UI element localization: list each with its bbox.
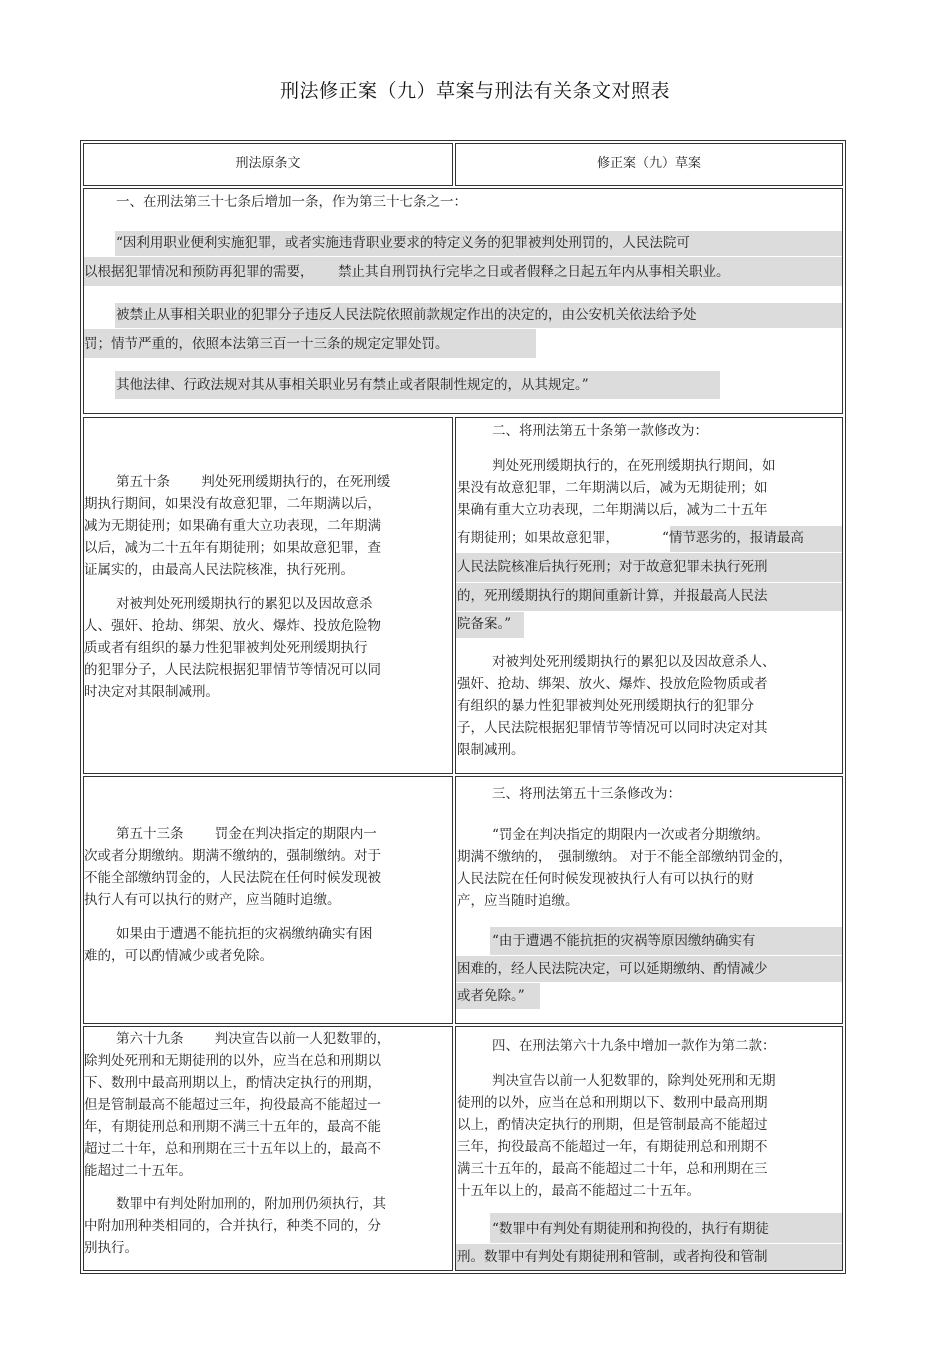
row-3-amendment-line: 产，应当随时追缴。 xyxy=(457,893,579,909)
row-4-amendment-line: 刑。数罪中有判处有期徒刑和管制，或者拘役和管制 xyxy=(457,1249,768,1265)
row-2-amendment-line: 强奸、抢劫、绑架、放火、爆炸、投放危险物质或者 xyxy=(457,676,768,692)
row-1-intro: 一、在刑法第三十七条后增加一条，作为第三十七条之一： xyxy=(116,194,467,210)
header-amendment-label: 修正案（九）草案 xyxy=(596,156,701,171)
row-2-amendment-line: 判处死刑缓期执行的，在死刑缓期执行期间，如 xyxy=(492,458,776,474)
row-2-original-line: 质或者有组织的暴力性犯罪被判处死刑缓期执行 xyxy=(84,640,368,656)
row-4-original-line: 除判处死刑和无期徒刑的以外，应当在总和刑期以 xyxy=(84,1053,381,1069)
row-3-original-line: 第五十三条 罚金在判决指定的期限内一 xyxy=(116,826,377,842)
row-3-amendment-line: “罚金在判决指定的期限内一次或者分期缴纳。 xyxy=(492,827,769,843)
row-4-original-line: 别执行。 xyxy=(84,1240,138,1256)
row-3-original-line: 如果由于遭遇不能抗拒的灾祸缴纳确实有困 xyxy=(116,926,373,942)
row-4-original-line: 数罪中有判处附加刑的，附加刑仍须执行，其 xyxy=(116,1196,386,1212)
row-3-original-line: 次或者分期缴纳。期满不缴纳的，强制缴纳。对于 xyxy=(84,848,381,864)
row-2-amendment-line: 果没有故意犯罪，二年期满以后，减为无期徒刑；如 xyxy=(457,480,768,496)
document-title: 刑法修正案（九）草案与刑法有关条文对照表 xyxy=(279,80,670,102)
row-2-amendment-line: 的，死刑缓期执行的期间重新计算，并报最高人民法 xyxy=(457,588,768,604)
header-cell-original xyxy=(83,143,453,186)
header-original-label: 刑法原条文 xyxy=(235,156,301,171)
row-2-amendment-line: 子，人民法院根据犯罪情节等情况可以同时决定对其 xyxy=(457,720,768,736)
row-4-original-line: 但是管制最高不能超过三年，拘役最高不能超过一 xyxy=(84,1097,381,1113)
row-3-original-line: 不能全部缴纳罚金的，人民法院在任何时候发现被 xyxy=(84,870,381,886)
row-2-amendment-line: 对被判处死刑缓期执行的累犯以及因故意杀人、 xyxy=(492,654,776,670)
row-2-original-line: 人、强奸、抢劫、绑架、放火、爆炸、投放危险物 xyxy=(84,618,381,634)
row-2-amendment-line: “情节恶劣的，报请最高 xyxy=(662,530,804,546)
row-2-original-line: 的犯罪分子，人民法院根据犯罪情节等情况可以同 xyxy=(84,662,381,678)
row-2-original-line: 第五十条 判处死刑缓期执行的，在死刑缓 xyxy=(116,474,391,490)
row-2-original-line: 对被判处死刑缓期执行的累犯以及因故意杀 xyxy=(116,596,373,612)
row-4-amendment-line: 判决宣告以前一人犯数罪的，除判处死刑和无期 xyxy=(492,1073,776,1089)
row-4-amendment-line: 三年，拘役最高不能超过一年，有期徒刑总和刑期不 xyxy=(457,1139,768,1155)
row-2-amendment-line: 院备案。” xyxy=(457,616,512,632)
row-2-original-line: 证属实的，由最高人民法院核准，执行死刑。 xyxy=(84,562,354,578)
row-4-original-line: 超过二十年，总和刑期在三十五年以上的，最高不 xyxy=(84,1141,381,1157)
row-4-original-line: 年，有期徒刑总和刑期不满三十五年的，最高不能 xyxy=(84,1119,381,1135)
row-2-amendment-line: 限制减刑。 xyxy=(457,742,525,758)
row-3-amendment-line: 三、将刑法第五十三条修改为： xyxy=(492,786,681,802)
row-3-original-line: 执行人有可以执行的财产，应当随时追缴。 xyxy=(84,892,341,908)
row-4-amendment-line: 以上，酌情决定执行的刑期，但是管制最高不能超过 xyxy=(457,1117,768,1133)
row-1-line: 被禁止从事相关职业的犯罪分子违反人民法院依照前款规定作出的决定的，由公安机关依法给予处 xyxy=(116,307,697,323)
row-3-amendment-line: 或者免除。” xyxy=(457,988,525,1004)
row-2-original-line: 时决定对其限制减刑。 xyxy=(84,684,219,700)
row-2-original-line: 期执行期间，如果没有故意犯罪，二年期满以后， xyxy=(84,496,381,512)
row-3-amendment-line: “由于遭遇不能抗拒的灾祸等原因缴纳确实有 xyxy=(492,933,756,949)
row-1-line: 以根据犯罪情况和预防再犯罪的需要， 禁止其自刑罚执行完毕之日或者假释之日起五年内从事相关职业。 xyxy=(84,264,730,280)
row-4-amendment-line: 四、在刑法第六十九条中增加一款作为第二款： xyxy=(492,1038,776,1054)
row-2-amendment-line: 人民法院核准后执行死刑；对于故意犯罪未执行死刑 xyxy=(457,559,768,575)
row-3-amendment-line: 人民法院在任何时候发现被执行人有可以执行的财 xyxy=(457,871,754,887)
row-4-amendment-line: 徒刑的以外，应当在总和刑期以下、数刑中最高刑期 xyxy=(457,1095,768,1111)
row-1-line: 罚；情节严重的，依照本法第三百一十三条的规定定罪处罚。 xyxy=(84,336,449,352)
row-3-amendment-line: 困难的，经人民法院决定，可以延期缴纳、酌情减少 xyxy=(457,961,768,977)
header-cell-amendment xyxy=(455,143,843,186)
row-2-amendment-line: 果确有重大立功表现，二年期满以后，减为二十五年 xyxy=(457,502,768,518)
row-2-original-line: 以后，减为二十五年有期徒刑；如果故意犯罪，查 xyxy=(84,540,381,556)
row-4-original-line: 中附加刑种类相同的，合并执行，种类不同的，分 xyxy=(84,1218,381,1234)
row-4-original-line: 能超过二十五年。 xyxy=(84,1163,192,1179)
row-2-amendment-line: 有期徒刑；如果故意犯罪， xyxy=(457,530,619,546)
row-4-original-line: 第六十九条 判决宣告以前一人犯数罪的， xyxy=(116,1031,391,1047)
row-1-line: 其他法律、行政法规对其从事相关职业另有禁止或者限制性规定的，从其规定。” xyxy=(116,377,589,393)
row-4-amendment-line: 满三十五年的，最高不能超过二十年，总和刑期在三 xyxy=(457,1161,768,1177)
row-3-original-line: 难的，可以酌情减少或者免除。 xyxy=(84,948,273,964)
row-1-line: “因利用职业便利实施犯罪，或者实施违背职业要求的特定义务的犯罪被判处刑罚的，人民法院可 xyxy=(116,235,690,251)
row-4-original-line: 下、数刑中最高刑期以上，酌情决定执行的刑期， xyxy=(84,1075,381,1091)
row-2-amendment-line: 二、将刑法第五十条第一款修改为： xyxy=(492,423,708,439)
row-4-amendment-line: 十五年以上的，最高不能超过二十五年。 xyxy=(457,1183,700,1199)
row-2-original-line: 减为无期徒刑；如果确有重大立功表现，二年期满 xyxy=(84,518,381,534)
row-2-amendment-line: 有组织的暴力性犯罪被判处死刑缓期执行的犯罪分 xyxy=(457,698,754,714)
row-3-amendment-line: 期满不缴纳的， 强制缴纳。 对于不能全部缴纳罚金的， xyxy=(457,849,793,865)
row-4-amendment-line: “数罪中有判处有期徒刑和拘役的，执行有期徒 xyxy=(492,1221,769,1237)
